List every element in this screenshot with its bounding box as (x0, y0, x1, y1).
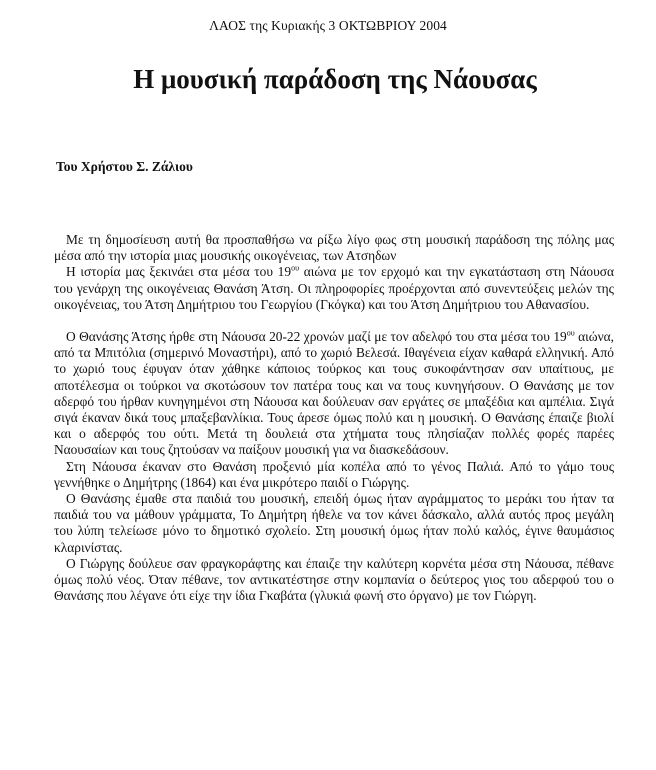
ordinal-superscript: ου (566, 328, 575, 338)
paragraph-giorgis: Ο Γιώργης δούλευε σαν φραγκοράφτης και έπαιζε την καλύτερη κορνέτα μέσα στη Νάουσα, πέθανε όμως πολύ νέος. Όταν πέθανε, τον αντικατέστησε στην κομπανία ο δεύτερος γιος του αδερφού του ο Θανάσης που λέγανε ότι είχε την ίδια Γκαβάτα (γλυκιά φωνή στο όργανο) με τον Γιώργη. (54, 555, 614, 604)
paragraph-thanasis-arrival: Ο Θανάσης Άτσης ήρθε στη Νάουσα 20-22 χρονών μαζί με τον αδελφό του στα μέσα του $19^{o\upsilon}$ αιώνα, από τα Μπιτόλια (σημερινό Μοναστήρι), από το χωριό Βελεσά. Ιθαγένεια είχαν καθαρά ελληνική. Από το χωριό τους έφυγαν όταν χάθηκε κάποιος τούρκος και τους συκοφάντησαν σαν υπαίτιους, με αποτέλεσμα οι τούρκοι να σκοτώσουν τον πατέρα τους και να τους κυνηγήσουν. Ο Θανάσης με τον αδερφό του ήρθαν κυνηγημένοι στη Νάουσα και δούλευαν σαν εργάτες σε μπαξέδια και αμπέλια. Σιγά σιγά έκαναν δικά τους μπαξεβανλίκια. Τους άρεσε όμως πολύ και η μουσική. Ο Θανάσης έπαιζε βιολί και ο αδερφός του ούτι. Μετά τη δουλειά στα χτήματα τους πλησίαζαν πολλές φορές παρέες Ναουσαίων και τους ζητούσαν να παίξουν μουσική για να διασκεδάσουν. (54, 328, 614, 458)
paragraph-history-start: Η ιστορία μας ξεκινάει στα μέσα του $19^{o\upsilon}$ αιώνα με τον ερχομό και την εγκατάσταση στη Νάουσα του γενάρχη της οικογένειας Θανάση Άτση. Οι πληροφορίες προέρχονται από συνεντεύξεις μελών της οικογένειας, του Άτση Δημήτριου του Γεωργίου (Γκόγκα) και του Άτση Δημήτριου του Αθανασίου. (54, 263, 614, 312)
paragraph-intro: Με τη δημοσίευση αυτή θα προσπαθήσω να ρίξω λίγο φως στη μουσική παράδοση της πόλης μας μέσα από την ιστορία μιας μουσικής οικογένειας, των Ατσηδων (54, 232, 614, 264)
paragraph-children-education: Ο Θανάσης έμαθε στα παιδιά του μουσική, επειδή όμως ήταν αγράμματος το μεράκι του ήταν τα παιδιά του να μάθουν γράμματα, Το Δημήτρη ήθελε να τον κάνει δάσκαλο, αλλά αυτός προς μεγάλη του λύπη τελείωσε μόνο το δημοτικό σχολείο. Στη μουσική όμως ήταν πολύ καλός, έγινε θαυμάσιος κλαρινίστας. (54, 491, 614, 555)
article-author: Του Χρήστου Σ. Ζάλιου (56, 159, 193, 174)
article-body (54, 232, 614, 604)
ordinal-superscript: ου (291, 263, 300, 273)
paragraph-marriage: Στη Νάουσα έκαναν στο Θανάση προξενιό μία κοπέλα από το γένος Παλιά. Από το γάμο τους γεννήθηκε ο Δημήτρης (1864) και ένα μικρότερο παιδί ο Γιώργης. (54, 458, 614, 490)
newspaper-source-line: ΛΑΟΣ της Κυριακής 3 ΟΚΤΩΒΡΙΟΥ 2004 (209, 18, 447, 33)
article-title: Η μουσική παράδοση της Νάουσας (133, 64, 537, 94)
